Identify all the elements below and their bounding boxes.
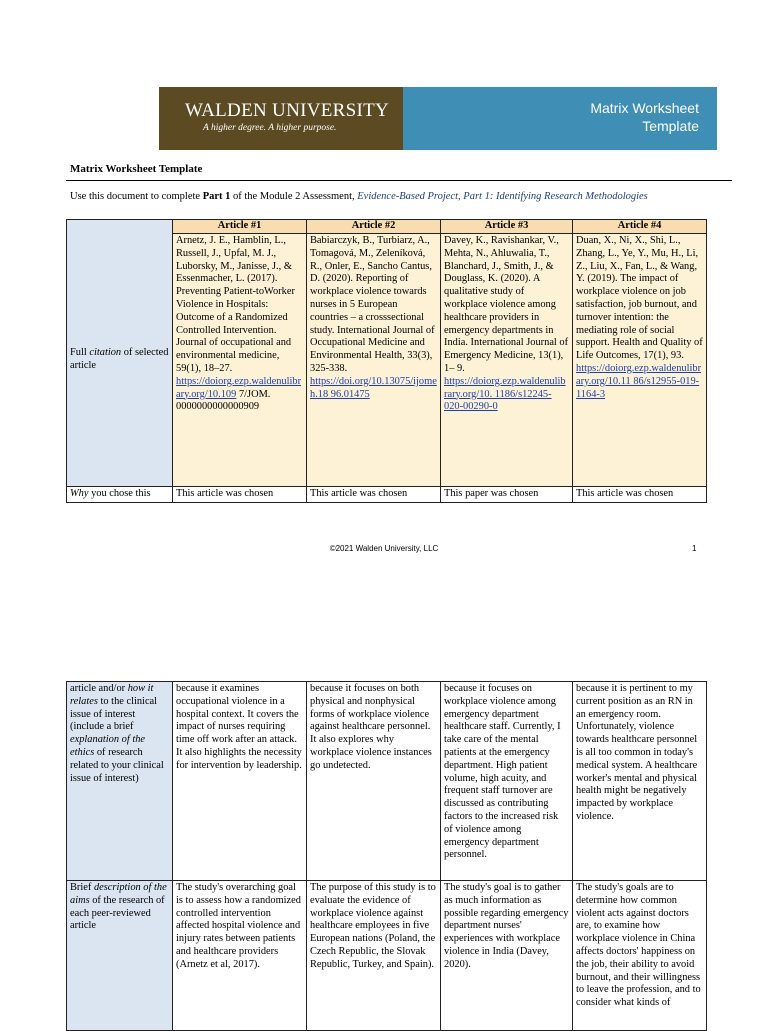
why-article-4-top: This article was chosen <box>573 487 707 503</box>
why-label-top <box>67 487 173 503</box>
why-article-3-top: This paper was chosen <box>441 487 573 503</box>
why-label-p2: to the clinical issue of interest (include a brief <box>70 695 158 733</box>
document-title: Matrix Worksheet Template <box>70 163 203 175</box>
citation-text: Arnetz, J. E., Hamblin, L., Russell, J., Upfal, M. J., Luborsky, M., Janisse, J., & Essenmacher, L. (2017). Preventing Patient-toWorker Violence in Hospitals: Outcome of a Randomized Controlled Intervention. Journal of occupational and environmental medicine, 59(1), 18–27. <box>176 235 295 374</box>
citation-article-2 <box>307 234 441 487</box>
intro-pre: Use this document to complete <box>70 191 203 202</box>
citation-row <box>67 234 707 487</box>
citation-article-1 <box>173 234 307 487</box>
article-4-header: Article #4 <box>573 220 707 234</box>
matrix-table-page1 <box>66 219 707 503</box>
banner-title-line2: Template <box>642 118 699 134</box>
intro-mid: of the Module 2 Assessment, <box>230 191 358 202</box>
aims-label-p1: Brief <box>70 882 94 893</box>
why-article-3: because it focuses on workplace violence among emergency department healthcare staff. Currently, I take care of the mental patients at the emergency department. High patient volume, high acuity, and frequent staff turnover are discussed as contributing factors to the increased risk of violence among emergency department personnel. <box>441 682 573 881</box>
why-label-p1: article and/or <box>70 683 128 694</box>
header-row <box>67 220 707 234</box>
why-row <box>67 682 707 881</box>
matrix-table-page2 <box>66 681 707 1031</box>
walden-tagline: A higher degree. A higher purpose. <box>203 123 337 133</box>
aims-label <box>67 881 173 1031</box>
article-1-header: Article #1 <box>173 220 307 234</box>
aims-row <box>67 881 707 1031</box>
why-label-em: Why <box>70 488 89 499</box>
why-article-1-top: This article was chosen <box>173 487 307 503</box>
citation-label-em: citation <box>89 346 122 358</box>
article-2-header: Article #2 <box>307 220 441 234</box>
why-label-e2: explanation of the ethics <box>70 734 146 758</box>
intro-part: Part 1 <box>202 191 231 202</box>
citation-article-3 <box>441 234 573 487</box>
why-label <box>67 682 173 881</box>
why-article-2-top: This article was chosen <box>307 487 441 503</box>
why-article-2: because it focuses on both physical and nonphysical forms of workplace violence against healthcare personnel. It also explores why workplace violence instances go undetected. <box>307 682 441 881</box>
article-3-header: Article #3 <box>441 220 573 234</box>
why-label-p3: of research related to your clinical issue of interest) <box>70 746 164 784</box>
citation-label <box>67 234 173 487</box>
corner-cell <box>67 220 173 234</box>
aims-label-p2: of the research of each peer-reviewed article <box>70 894 165 932</box>
copyright-text: ©2021 Walden University, LLC <box>329 544 439 553</box>
citation-doi-link[interactable]: https://doiorg.ezp.waldenulibrary.org/10. 1186/s12245-020-00290-0 <box>444 375 566 413</box>
aims-label-e1: description of the aims <box>70 882 167 906</box>
walden-banner <box>159 87 717 150</box>
citation-doi-link[interactable]: https://doi.org/10.13075/ijomeh.18 96.01475 <box>310 375 437 400</box>
citation-text: Davey, K., Ravishankar, V., Mehta, N., Ahluwalia, T., Blanchard, J., Smith, J., & Douglass, K. (2020). A qualitative study of workplace violence among healthcare providers in emergency departments in India. International Journal of Emergency Medicine, 13(1), 1– 9. <box>444 235 569 374</box>
intro-project-link[interactable]: Evidence-Based Project, Part 1: Identifying Research Methodologies <box>357 191 648 202</box>
citation-text: Duan, X., Ni, X., Shi, L., Zhang, L., Ye, Y., Mu, H., Li, Z., Liu, X., Fan, L., & Wang, Y. (2019). The impact of workplace violence on job satisfaction, job burnout, and turnover intention: the mediating role of social support. Health and Quality of Life Outcomes, 17(1), 93. <box>576 235 703 362</box>
citation-doi-link[interactable]: https://doiorg.ezp.waldenulibrary.org/10.11 86/s12955-019-1164-3 <box>576 362 702 400</box>
aims-article-1: The study's overarching goal is to assess how a randomized controlled intervention affected hospital violence and injury rates between patients and healthcare providers (Arnetz et al, 2017). <box>173 881 307 1031</box>
why-label-e1: how it relates <box>70 683 154 707</box>
aims-article-4: The study's goals are to determine how common violent acts against doctors are, to examine how workplace violence in China affects doctors' happiness on the job, their ability to avoid burnout, and their willingness to leave the profession, and to consider what kinds of <box>573 881 707 1031</box>
aims-article-3: The study's goal is to gather as much information as possible regarding emergency department nurses' experiences with workplace violence in India (Davey, 2020). <box>441 881 573 1031</box>
citation-label-pre: Full <box>70 346 90 358</box>
citation-doi-suffix: 7/JOM. 0000000000000909 <box>176 388 271 413</box>
banner-title-line1: Matrix Worksheet <box>590 100 699 116</box>
banner-title <box>590 99 699 135</box>
page-footer <box>0 544 768 558</box>
intro-text <box>70 191 648 202</box>
why-article-4: because it is pertinent to my current position as an RN in an emergency room. Unfortunately, violence towards healthcare personnel is all too common in today's medical system. A healthcare worker's mental and physical health might be negatively impacted by workplace violence. <box>573 682 707 881</box>
banner-brand-panel <box>159 87 403 150</box>
why-row-top <box>67 487 707 503</box>
citation-text: Babiarczyk, B., Turbiarz, A., Tomagová, M., Zeleníková, R., Onler, E., Sancho Cantus, D. (2020). Reporting of workplace violence towards nurses in 5 European countries – a crosssectional study. International Journal of Occupational Medicine and Environmental Health, 33(3), 325-338. <box>310 235 435 374</box>
aims-article-2: The purpose of this study is to evaluate the evidence of workplace violence against healthcare employees in five European nations (Poland, the Czech Republic, the Slovak Republic, Turkey, and Spain). <box>307 881 441 1031</box>
walden-logo: WALDEN UNIVERSITY <box>185 100 390 121</box>
why-article-1: because it examines occupational violence in a hospital context. It covers the impact of nurses requiring time off work after an attack. It also highlights the necessity for intervention by leadership. <box>173 682 307 881</box>
citation-doi-link[interactable]: https://doiorg.ezp.waldenulibrary.org/10.109 <box>176 375 302 400</box>
page-number: 1 <box>692 544 697 553</box>
why-label-rest: you chose this <box>88 488 151 499</box>
citation-label-post: of selected article <box>70 346 169 371</box>
title-divider <box>66 180 732 181</box>
banner-title-panel <box>403 87 717 150</box>
citation-article-4 <box>573 234 707 487</box>
